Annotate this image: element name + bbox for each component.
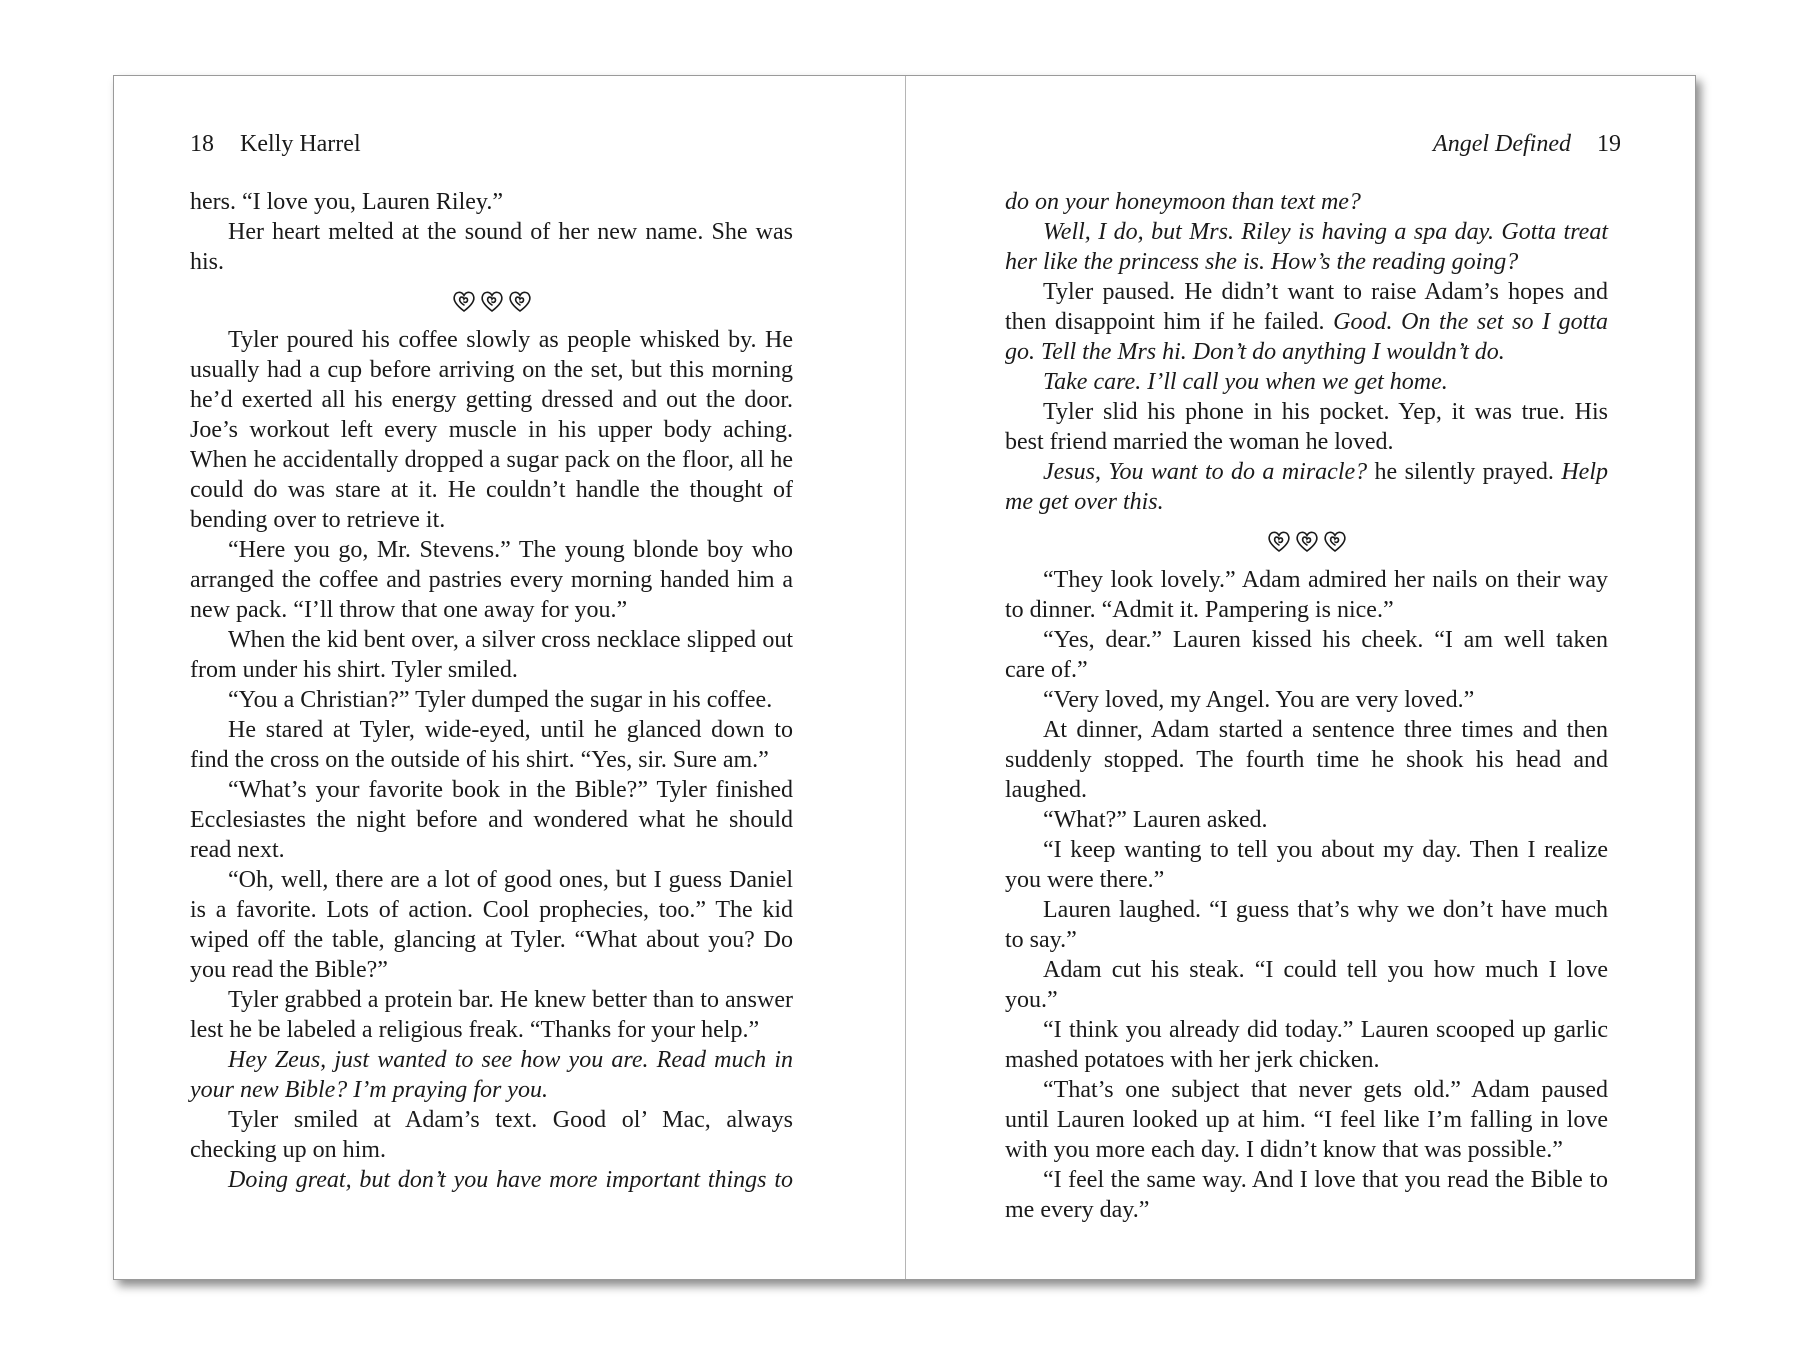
text-run: “You a Christian?” Tyler dumped the sugar in his coffee.	[228, 687, 773, 713]
paragraph	[1005, 625, 1608, 685]
paragraph	[190, 985, 793, 1045]
paragraph	[190, 775, 793, 865]
paragraph	[1005, 217, 1608, 277]
paragraph	[190, 715, 793, 775]
text-run: Tyler smiled at Adam’s text. Good ol’ Mac, always checking up on him.	[190, 1107, 793, 1163]
paragraph-continued	[190, 1165, 793, 1195]
scene-break-ornament	[190, 277, 793, 325]
paragraph	[190, 217, 793, 277]
italic-text: Well, I do, but Mrs. Riley is having a spa day. Gotta treat her like the princess she is. How’s the reading going?	[1005, 219, 1608, 275]
heart-swirl-icon	[507, 288, 533, 314]
paragraph	[1005, 895, 1608, 955]
paragraph	[190, 1105, 793, 1165]
right-page	[906, 76, 1697, 1279]
running-head-title: Angel Defined	[1433, 131, 1571, 157]
text-run: He stared at Tyler, wide-eyed, until he glanced down to find the cross on the outside of his shirt. “Yes, sir. Sure am.”	[190, 717, 793, 773]
right-page-text	[1005, 187, 1608, 1225]
book-spread	[113, 75, 1696, 1280]
text-run: Lauren laughed. “I guess that’s why we don’t have much to say.”	[1005, 897, 1608, 953]
text-run: Tyler poured his coffee slowly as people whisked by. He usually had a cup before arriving on the set, but this morning he’d exerted all his energy getting dressed and out the door. Joe’s workout left every muscle in his upper body aching. When he accidentally dropped a sugar pack on the floor, all he could do was stare at it. He couldn’t handle the thought of bending over to retrieve it.	[190, 327, 793, 533]
page-number: 18	[190, 131, 214, 157]
paragraph	[190, 865, 793, 985]
italic-text: Doing great, but don’t you have more important things to	[228, 1167, 793, 1193]
page-number: 19	[1597, 131, 1621, 157]
text-run: Tyler slid his phone in his pocket. Yep, it was true. His best friend married the woman he loved.	[1005, 399, 1608, 455]
text-run: “I think you already did today.” Lauren scooped up garlic mashed potatoes with her jerk chicken.	[1005, 1017, 1608, 1073]
paragraph	[1005, 187, 1608, 217]
text-run: “Very loved, my Angel. You are very loved.”	[1043, 687, 1475, 713]
left-page	[114, 76, 905, 1279]
text-run: “Oh, well, there are a lot of good ones, but I guess Daniel is a favorite. Lots of action. Cool prophecies, too.” The kid wiped off the table, glancing at Tyler. “What about you? Do you read the Bible?”	[190, 867, 793, 983]
paragraph	[190, 187, 793, 217]
heart-swirl-icon	[1294, 528, 1320, 554]
text-run: At dinner, Adam started a sentence three times and then suddenly stopped. The fourth time he shook his head and laughed.	[1005, 717, 1608, 803]
text-run: hers. “I love you, Lauren Riley.”	[190, 189, 503, 215]
text-run: “That’s one subject that never gets old.” Adam paused until Lauren looked up at him. “I feel like I’m falling in love with you more each day. I didn’t know that was possible.”	[1005, 1077, 1608, 1163]
paragraph	[1005, 835, 1608, 895]
paragraph	[1005, 565, 1608, 625]
italic-text: do on your honeymoon than text me?	[1005, 189, 1361, 215]
text-run: Tyler paused. He didn’t want to raise Adam’s hopes and then disappoint him if he failed.	[1005, 279, 1608, 335]
paragraph	[190, 325, 793, 535]
paragraph	[1005, 367, 1608, 397]
text-run: Her heart melted at the sound of her new name. She was his.	[190, 219, 793, 275]
paragraph	[1005, 685, 1608, 715]
italic-text: Hey Zeus, just wanted to see how you are. Read much in your new Bible? I’m praying for you.	[190, 1047, 793, 1103]
text-run: “Yes, dear.” Lauren kissed his cheek. “I am well taken care of.”	[1005, 627, 1608, 683]
italic-text: Help me get over this.	[1005, 459, 1608, 515]
paragraph	[1005, 1165, 1608, 1225]
right-page-header	[1433, 129, 1621, 159]
paragraph	[1005, 955, 1608, 1015]
heart-swirl-icon	[1266, 528, 1292, 554]
heart-swirl-icon	[1322, 528, 1348, 554]
text-run: “What’s your favorite book in the Bible?” Tyler finished Ecclesiastes the night before and wondered what he should read next.	[190, 777, 793, 863]
left-page-text	[190, 187, 793, 1195]
text-run: “I keep wanting to tell you about my day. Then I realize you were there.”	[1005, 837, 1608, 893]
text-run: “What?” Lauren asked.	[1043, 807, 1268, 833]
paragraph	[1005, 1015, 1608, 1075]
paragraph	[1005, 277, 1608, 367]
paragraph	[190, 1045, 793, 1105]
scene-break-ornament	[1005, 517, 1608, 565]
paragraph	[190, 625, 793, 685]
text-run: When the kid bent over, a silver cross necklace slipped out from under his shirt. Tyler smiled.	[190, 627, 793, 683]
paragraph	[190, 535, 793, 625]
text-run: “Here you go, Mr. Stevens.” The young blonde boy who arranged the coffee and pastries every morning handed him a new pack. “I’ll throw that one away for you.”	[190, 537, 793, 623]
heart-swirl-icon	[479, 288, 505, 314]
left-page-header	[190, 129, 361, 159]
italic-text: Jesus, You want to do a miracle?	[1043, 459, 1368, 485]
text-run: Tyler grabbed a protein bar. He knew better than to answer lest he be labeled a religious freak. “Thanks for your help.”	[190, 987, 793, 1043]
text-run: Adam cut his steak. “I could tell you how much I love you.”	[1005, 957, 1608, 1013]
text-run: “I feel the same way. And I love that you read the Bible to me every day.”	[1005, 1167, 1608, 1223]
paragraph	[1005, 397, 1608, 457]
text-run: he silently prayed.	[1367, 459, 1562, 485]
paragraph	[1005, 1075, 1608, 1165]
heart-swirl-icon	[451, 288, 477, 314]
italic-text: Take care. I’ll call you when we get home.	[1043, 369, 1448, 395]
paragraph	[1005, 715, 1608, 805]
italic-text: Good. On the set so I gotta go. Tell the Mrs hi. Don’t do anything I wouldn’t do.	[1005, 309, 1608, 365]
running-head-author: Kelly Harrel	[240, 131, 361, 157]
text-run: “They look lovely.” Adam admired her nails on their way to dinner. “Admit it. Pampering is nice.”	[1005, 567, 1608, 623]
paragraph	[1005, 457, 1608, 517]
paragraph	[190, 685, 793, 715]
paragraph	[1005, 805, 1608, 835]
